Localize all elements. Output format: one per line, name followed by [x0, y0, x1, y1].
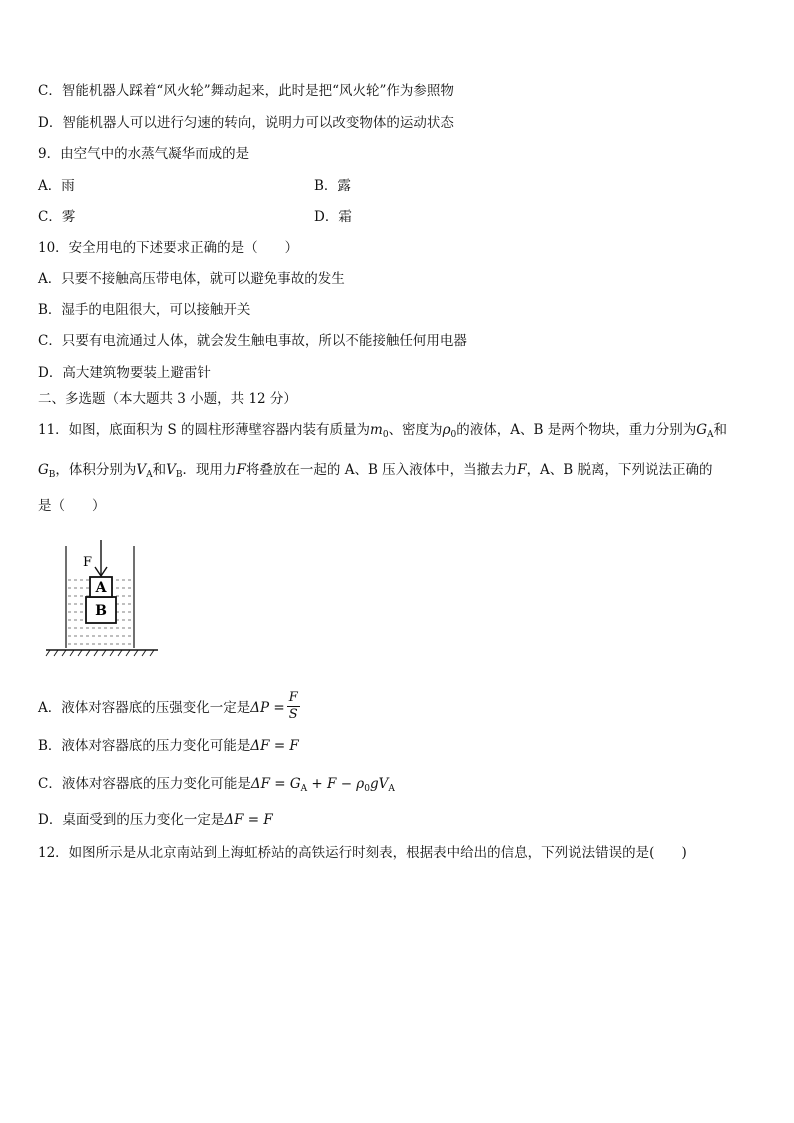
- q11-option-a: A．液体对容器底的压强变化一定是ΔP = $\frac{F}{S}$: [38, 690, 298, 722]
- q12-stem: 12．如图所示是从北京南站到上海虹桥站的高铁运行时刻表，根据表中给出的信息，下列说法错误的是( ): [38, 845, 687, 861]
- q11-option-b: B．液体对容器底的压力变化可能是ΔF = F: [38, 738, 299, 754]
- q9-option-a: A．雨: [38, 178, 75, 194]
- q11-option-c: C．液体对容器底的压力变化可能是$\Delta F = G_A + F - \rho_0gV_A$: [38, 776, 395, 794]
- q9-option-d: D．霜: [314, 209, 352, 225]
- q10-option-c: C．只要有电流通过人体，就会发生触电事故，所以不能接触任何用电器: [38, 333, 467, 349]
- q11-stem-line2: $G_B$，体积分别为$V_A$和$V_B$．现用力F将叠放在一起的 A、B 压入液体中，当撤去力F，A、B 脱离，下列说法正确的: [38, 462, 713, 480]
- q11-stem-line1: 11．如图，底面积为 S 的圆柱形薄壁容器内装有质量为$m_0$、密度为$\rho_0$的液体，A、B 是两个物块，重力分别为$G_A$和: [38, 422, 727, 440]
- q10-option-d: D．高大建筑物要装上避雷针: [38, 365, 211, 381]
- block-a-label: A: [95, 580, 107, 596]
- block-b-label: B: [95, 603, 107, 619]
- q11-option-d: D．桌面受到的压力变化一定是ΔF = F: [38, 812, 273, 828]
- container-figure: [44, 540, 160, 662]
- q8-option-d: D．智能机器人可以进行匀速的转向，说明力可以改变物体的运动状态: [38, 115, 454, 131]
- q8-option-c: C．智能机器人踩着“风火轮”舞动起来，此时是把“风火轮”作为参照物: [38, 83, 454, 99]
- q10-option-b: B．湿手的电阻很大，可以接触开关: [38, 302, 251, 318]
- q9-option-c: C．雾: [38, 209, 76, 225]
- q9-option-b: B．露: [314, 178, 351, 194]
- ground-hatching: [46, 650, 154, 656]
- section-heading: 二、多选题（本大题共 3 小题，共 12 分）: [38, 391, 297, 407]
- q11-stem-line3: 是（ ）: [38, 498, 106, 514]
- q10-option-a: A．只要不接触高压带电体，就可以避免事故的发生: [38, 271, 345, 287]
- q9-stem: 9．由空气中的水蒸气凝华而成的是: [38, 146, 250, 162]
- force-label: F: [83, 555, 93, 570]
- q10-stem: 10．安全用电的下述要求正确的是（ ）: [38, 240, 299, 256]
